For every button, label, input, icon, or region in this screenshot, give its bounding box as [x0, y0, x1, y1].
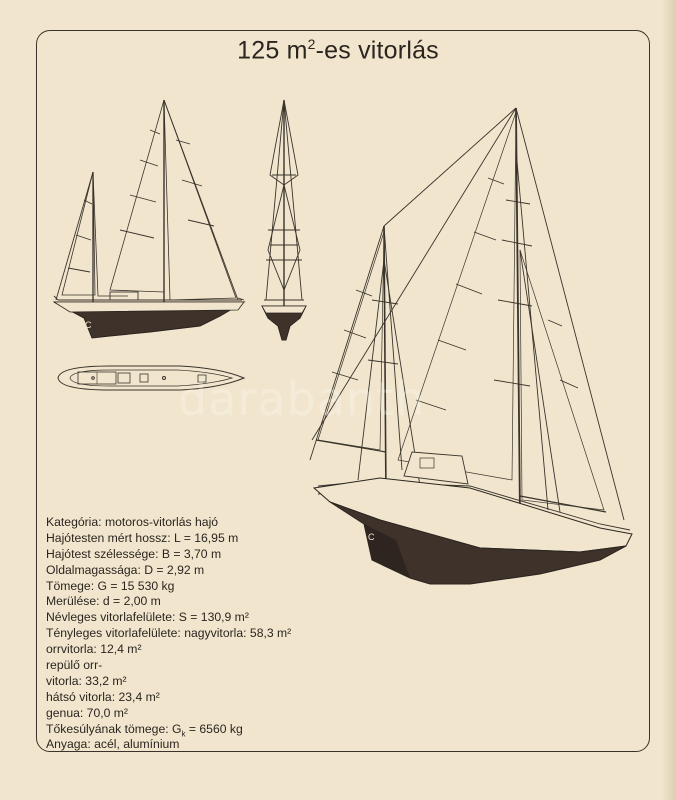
svg-text:C: C [85, 320, 92, 330]
sail-name: hátsó vitorla: [46, 689, 116, 704]
sail-row [46, 690, 376, 706]
ballast-subscript: k [181, 729, 186, 739]
watermark: darabanth [178, 372, 426, 426]
spec-length: Hajótesten mért hossz: L = 16,95 m [46, 530, 239, 545]
spec-material: Anyaga: acél, alumínium [46, 737, 180, 752]
spec-category: Kategória: motoros-vitorlás hajó [46, 515, 219, 529]
spec-beam: Hajótest szélessége: B = 3,70 m [46, 546, 222, 561]
sail-name: genua: [46, 705, 84, 720]
title-main: 125 m [237, 36, 308, 65]
sail-row [46, 674, 376, 690]
ballast-label: Tőkesúlyának tömege: G [46, 721, 182, 736]
spec-depth: Oldalmagassága: D = 2,92 m [46, 562, 205, 577]
sail-name: orrvitorla: [46, 642, 97, 657]
perspective-yacht-drawing [310, 108, 630, 538]
spec-mass: Tömege: G = 15 530 kg [46, 578, 175, 593]
title-rest: -es vitorlás [315, 36, 439, 65]
specifications-list [46, 515, 376, 753]
side-hull-topside [54, 302, 244, 312]
title-superscript: 2 [307, 36, 316, 52]
sail-row [46, 626, 376, 642]
sail-name: vitorla: [46, 673, 82, 688]
spec-ballast [46, 722, 376, 738]
actual-sail-area-label: Tényleges vitorlafelülete: [46, 626, 181, 641]
sail-row [46, 658, 376, 674]
side-elevation-drawing [54, 100, 244, 302]
sail-row [46, 642, 376, 658]
ballast-value: = 6560 kg [185, 721, 243, 736]
sail-name: repülő orr- [46, 658, 103, 673]
sail-value: 12,4 m² [100, 642, 142, 657]
sail-value: 70,0 m² [86, 705, 128, 720]
sail-value: 58,3 m² [249, 626, 292, 641]
sail-name: nagyvitorla: [184, 626, 247, 641]
front-view-drawing [262, 100, 306, 318]
spec-nominal-sail-area: Névleges vitorlafelülete: S = 130,9 m² [46, 610, 249, 625]
sail-value: 23,4 m² [118, 689, 160, 704]
spec-draught: Merülése: d = 2,00 m [46, 594, 161, 609]
sail-value: 33,2 m² [85, 673, 127, 688]
svg-text:C: C [368, 532, 375, 542]
sail-row [46, 706, 376, 722]
